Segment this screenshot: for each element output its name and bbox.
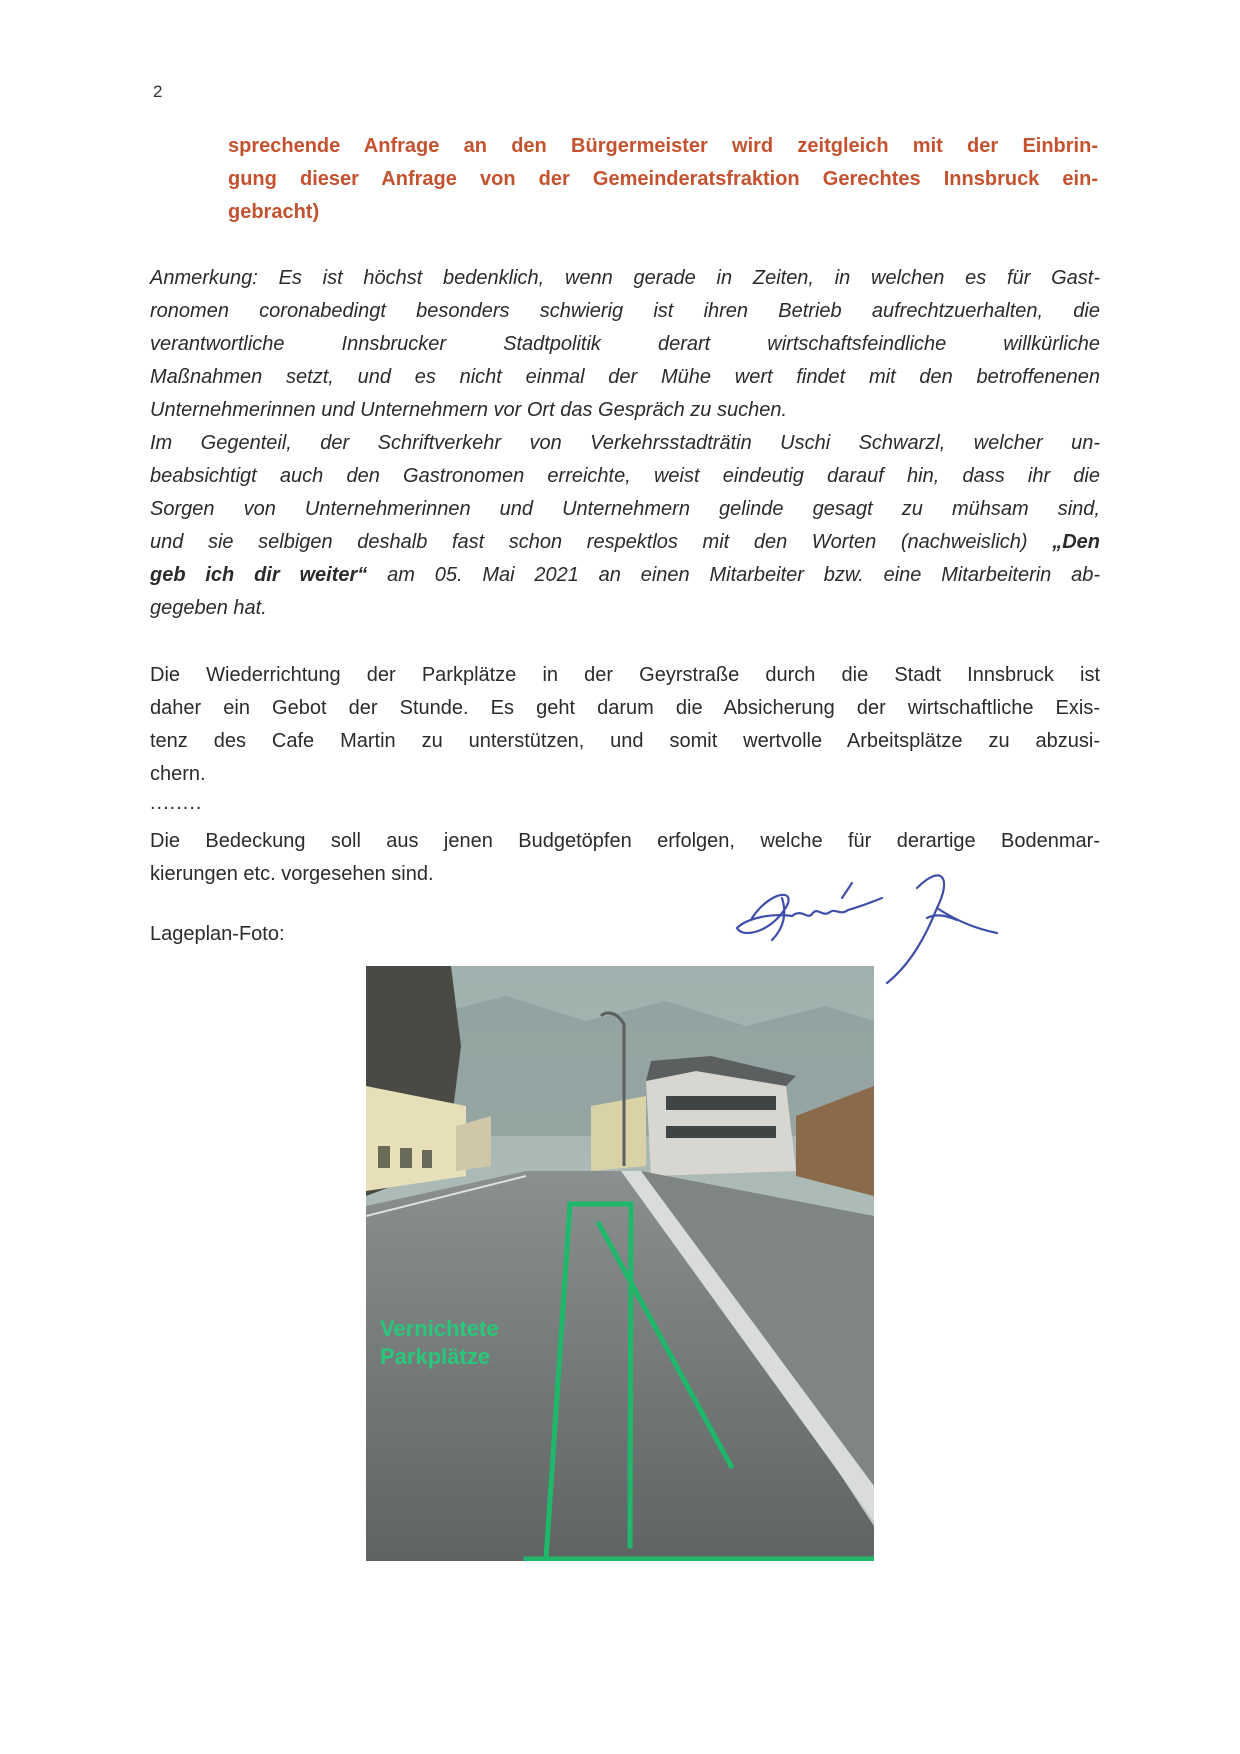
- body-line: tenz des Cafe Martin zu unterstützen, und somit wertvolle Arbeitsplätze zu abzusi-: [150, 730, 1100, 752]
- main-paragraph: [150, 659, 1100, 791]
- coverage-line: kierungen etc. vorgesehen sind.: [150, 863, 434, 885]
- quote-bold: „Den: [1052, 531, 1100, 553]
- body-line: Die Wiederrichtung der Parkplätze in der Geyrstraße durch die Stadt Innsbruck ist: [150, 664, 1100, 686]
- remark-line: Sorgen von Unternehmerinnen und Unternehmern gelinde gesagt zu mühsam sind,: [150, 498, 1100, 520]
- remark-line: gegeben hat.: [150, 597, 267, 619]
- photo-label: Lageplan-Foto:: [150, 923, 285, 945]
- remark-paragraph: [150, 262, 1100, 625]
- ellipsis: ........: [150, 792, 203, 814]
- remark-line: [150, 526, 1100, 559]
- request-line: sprechende Anfrage an den Bürgermeister wird zeitgleich mit der Einbrin-: [228, 135, 1098, 157]
- site-plan-photo: [366, 966, 874, 1561]
- remark-line: verantwortliche Innsbrucker Stadtpolitik derart wirtschaftsfeindliche willkürliche: [150, 333, 1100, 355]
- body-line: chern.: [150, 763, 206, 785]
- remark-line: Im Gegenteil, der Schriftverkehr von Verkehrsstadträtin Uschi Schwarzl, welcher un-: [150, 432, 1100, 454]
- request-line: gebracht): [228, 201, 320, 223]
- coverage-line: Die Bedeckung soll aus jenen Budgetöpfen erfolgen, welche für derartige Bodenmar-: [150, 830, 1100, 852]
- remark-line: [150, 559, 1100, 592]
- request-continuation: [228, 130, 1098, 229]
- remark-line: Unternehmerinnen und Unternehmern vor Ort das Gespräch zu suchen.: [150, 399, 788, 421]
- page-number: 2: [153, 82, 163, 101]
- remark-line: Maßnahmen setzt, und es nicht einmal der Mühe wert findet mit den betroffenenen: [150, 366, 1100, 388]
- remark-text: und sie selbigen deshalb fast schon respektlos mit den Worten (nachweislich): [150, 531, 1053, 553]
- body-line: daher ein Gebot der Stunde. Es geht darum die Absicherung der wirtschaftliche Exis-: [150, 697, 1100, 719]
- remark-line: beabsichtigt auch den Gastronomen erreichte, weist eindeutig darauf hin, dass ihr die: [150, 465, 1100, 487]
- quote-bold: geb ich dir weiter“: [150, 564, 368, 586]
- photo-overlay-line: Vernichtete: [380, 1316, 499, 1341]
- request-line: gung dieser Anfrage von der Gemeinderatsfraktion Gerechtes Innsbruck ein-: [228, 168, 1098, 190]
- remark-text: am 05. Mai 2021 an einen Mitarbeiter bzw. eine Mitarbeiterin ab-: [367, 564, 1101, 586]
- remark-line: Anmerkung: Es ist höchst bedenklich, wenn gerade in Zeiten, in welchen es für Gast-: [150, 267, 1100, 289]
- photo-overlay-line: Parkplätze: [380, 1344, 491, 1369]
- remark-line: ronomen coronabedingt besonders schwierig ist ihren Betrieb aufrechtzuerhalten, die: [150, 300, 1100, 322]
